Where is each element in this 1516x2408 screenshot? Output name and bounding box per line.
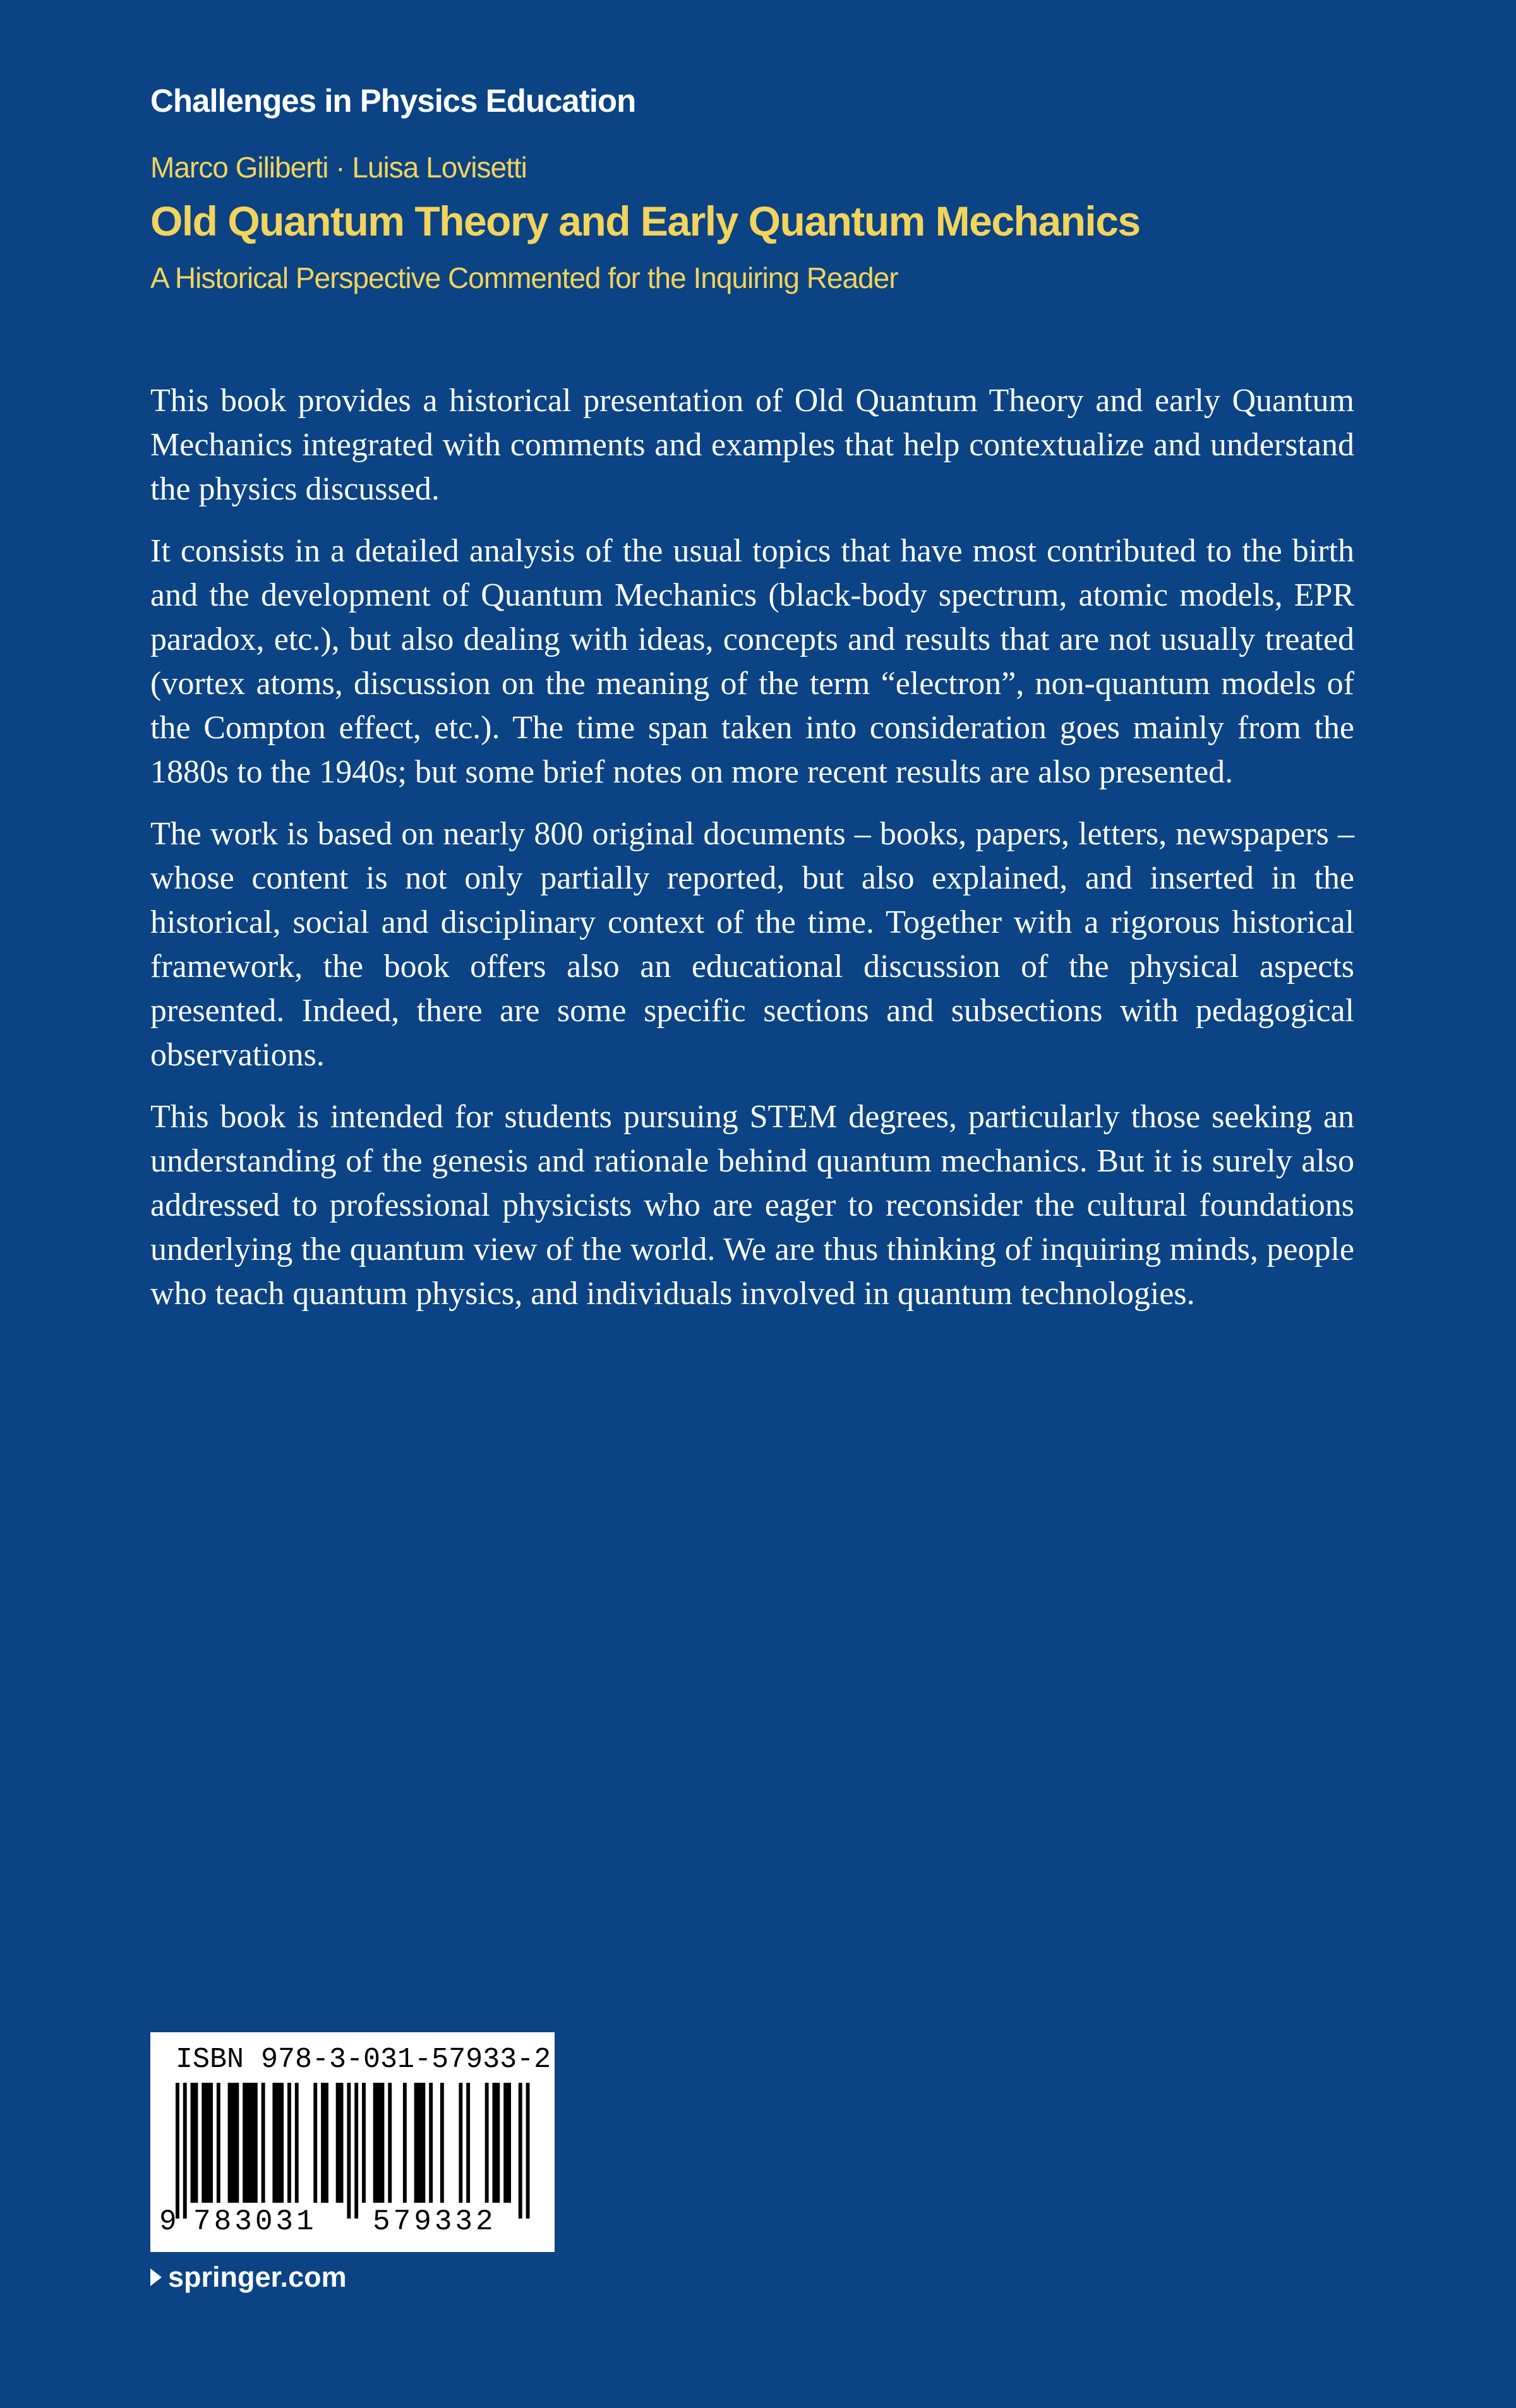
- barcode-bar: [336, 2083, 344, 2203]
- blurb-paragraph: This book is intended for students pursuing STEM degrees, particularly those seeking an understanding of the genesis and rationale behind quantum mechanics. But it is surely also addressed to professional physicists who are eager to reconsider the cultural foundations underlying the quantum view of the world. We are thus thinking of inquiring minds, people who teach quantum physics, and individuals involved in quantum technologies.: [150, 1099, 1354, 1312]
- barcode-bar: [295, 2083, 299, 2203]
- barcode-bar: [176, 2083, 179, 2219]
- authors: Marco Giliberti · Luisa Lovisetti: [150, 151, 527, 184]
- book-subtitle: A Historical Perspective Commented for the Inquiring Reader: [150, 261, 898, 294]
- barcode-bar: [493, 2083, 500, 2203]
- barcode-bar: [217, 2083, 220, 2203]
- ean-first-digit: 9: [159, 2205, 177, 2238]
- barcode-bar: [354, 2083, 358, 2219]
- publisher-link-text: springer.com: [168, 2261, 347, 2293]
- barcode-bar: [362, 2083, 366, 2203]
- isbn-label: ISBN 978-3-031-57933-2: [176, 2044, 551, 2076]
- barcode-bar: [388, 2083, 392, 2203]
- arrow-right-icon: [150, 2268, 162, 2286]
- barcode-bar: [373, 2083, 385, 2203]
- series-title: Challenges in Physics Education: [150, 83, 636, 119]
- barcode-bar: [313, 2083, 317, 2203]
- barcode-bar: [519, 2083, 522, 2219]
- barcode-bar: [243, 2083, 258, 2203]
- blurb-paragraph: It consists in a detailed analysis of the usual topics that have most contributed to the birth and the development of Quantum Mechanics (black-body spectrum, atomic models, EPR paradox, etc.), but also dealing with ideas, concepts and results that are not usually treated (vortex atoms, discussion on the meaning of the term “electron”, non-quantum models of the Compton effect, etc.). The time span taken into consideration goes mainly from the 1880s to the 1940s; but some brief notes on more recent results are also presented.: [150, 533, 1354, 790]
- barcode-bar: [191, 2083, 198, 2203]
- barcode-bar: [429, 2083, 433, 2203]
- blurb-paragraph: This book provides a historical presentation of Old Quantum Theory and early Quantum Mechanics integrated with comments and examples that help contextualize and understand the physics discussed.: [150, 383, 1354, 507]
- barcode-bar: [526, 2083, 530, 2219]
- blurb: [150, 379, 1354, 1334]
- barcode-bar: [459, 2083, 462, 2203]
- publisher-link[interactable]: [150, 2261, 347, 2294]
- barcode-bar: [440, 2083, 444, 2203]
- barcode-bar: [202, 2083, 213, 2203]
- barcode-bar: [183, 2083, 187, 2219]
- ean-right-digits: 579332: [373, 2205, 496, 2238]
- blurb-paragraph: The work is based on nearly 800 original documents – books, papers, letters, newspapers – whose content is not only partially reported, but also explained, and inserted in the historical, social and disciplinary context of the time. Together with a rigorous historical framework, the book offers also an educational discussion of the physical aspects presented. Indeed, there are some specific sections and subsections with pedagogical observations.: [150, 816, 1354, 1073]
- barcode-bars: [163, 2083, 542, 2222]
- barcode-bar: [228, 2083, 239, 2203]
- barcode-bar: [485, 2083, 489, 2203]
- ean-left-digits: 783031: [193, 2205, 317, 2238]
- barcode-bar: [321, 2083, 328, 2203]
- barcode-bar: [414, 2083, 426, 2203]
- barcode-bar: [272, 2083, 284, 2203]
- isbn-barcode: [150, 2032, 555, 2252]
- barcode-bar: [503, 2083, 511, 2203]
- barcode-bar: [403, 2083, 407, 2203]
- barcode-bar: [262, 2083, 265, 2203]
- book-title: Old Quantum Theory and Early Quantum Mechanics: [150, 198, 1140, 244]
- barcode-bar: [466, 2083, 470, 2203]
- barcode-bar: [347, 2083, 351, 2219]
- barcode-bar: [287, 2083, 291, 2203]
